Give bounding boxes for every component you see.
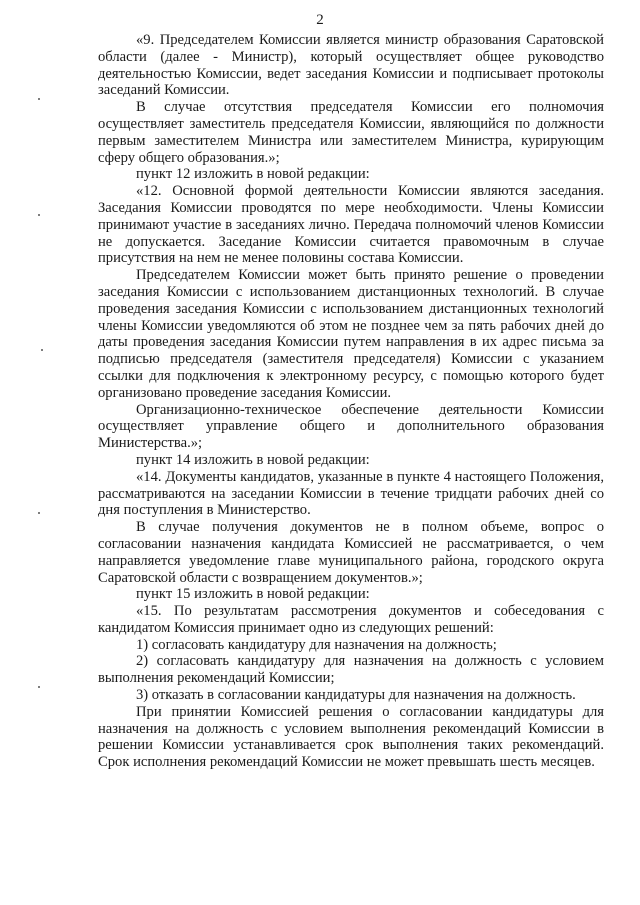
scan-speck	[38, 214, 40, 216]
document-body	[98, 32, 604, 771]
list-item-decision-1: 1) согласовать кандидатуру для назначения на должность;	[136, 636, 497, 653]
list-item-decision-3: 3) отказать в согласовании кандидатуры для назначения на должность.	[136, 687, 576, 704]
list-item-decision-2: 2) согласовать кандидатуру для назначения на должность с условием выполнения рекомендаций Комиссии;	[98, 653, 604, 687]
paragraph-incomplete-documents: В случае получения документов не в полном объеме, вопрос о согласовании назначения кандидата Комиссией не рассматривается, о чем направляется уведомление главе муниципального района, городского округа Саратовской области с возвращением документов.»;	[98, 519, 604, 586]
scan-speck	[38, 98, 40, 100]
paragraph-intro-item-14: пункт 14 изложить в новой редакции:	[136, 451, 370, 468]
paragraph-recommendation-deadline: При принятии Комиссией решения о согласовании кандидатуры для назначения на должность с условием выполнения рекомендаций Комиссии в решении Комиссии устанавливается срок выполнения таких рекомендаций. Срок исполнения рекомендаций Комиссии не может превышать шесть месяцев.	[98, 703, 604, 771]
paragraph-item-9: «9. Председателем Комиссии является министр образования Саратовской области (далее - Министр), который осуществляет общее руководство деятельностью Комиссии, ведет заседания Комиссии и подписывает протоколы заседаний Комиссии.	[98, 32, 604, 99]
paragraph-intro-item-12: пункт 12 изложить в новой редакции:	[136, 166, 370, 183]
paragraph-item-14: «14. Документы кандидатов, указанные в пункте 4 настоящего Положения, рассматриваются на заседании Комиссии в течение тридцати рабочих дней со дня поступления в Министерство.	[98, 468, 604, 519]
scan-speck	[38, 512, 40, 514]
paragraph-intro-item-15: пункт 15 изложить в новой редакции:	[136, 586, 370, 603]
paragraph-item-12: «12. Основной формой деятельности Комиссии являются заседания. Заседания Комиссии проводятся по мере необходимости. Члены Комиссии принимают участие в заседаниях лично. Передача полномочий членов Комиссии не допускается. Заседание Комиссии считается правомочным в случае присутствия на нем не менее половины состава Комиссии.	[98, 183, 604, 267]
paragraph-deputy-chair: В случае отсутствия председателя Комиссии его полномочия осуществляет заместитель председателя Комиссии, являющийся по должности первым заместителем Министра или заместителем Министра, курирующим сферу общего образования.»;	[98, 99, 604, 166]
scan-speck	[41, 349, 43, 351]
scan-speck	[38, 686, 40, 688]
paragraph-organizational-support: Организационно-техническое обеспечение деятельности Комиссии осуществляет управление общего и дополнительного образования Министерства.»;	[98, 401, 604, 452]
paragraph-remote-meetings: Председателем Комиссии может быть принято решение о проведении заседания Комиссии с использованием дистанционных технологий. В случае проведения заседания Комиссии с использованием дистанционных технологий члены Комиссии уведомляются об этом не позднее чем за пять рабочих дней до даты проведения заседания Комиссии путем направления в их адрес письма за подписью председателя (заместителя председателя) Комиссии с указанием ссылки для подключения к электронному ресурсу, с помощью которого будет организовано проведение заседания Комиссии.	[98, 267, 604, 401]
page-number: 2	[316, 12, 324, 28]
paragraph-item-15: «15. По результатам рассмотрения документов и собеседования с кандидатом Комиссия принимает одно из следующих решений:	[98, 603, 604, 636]
